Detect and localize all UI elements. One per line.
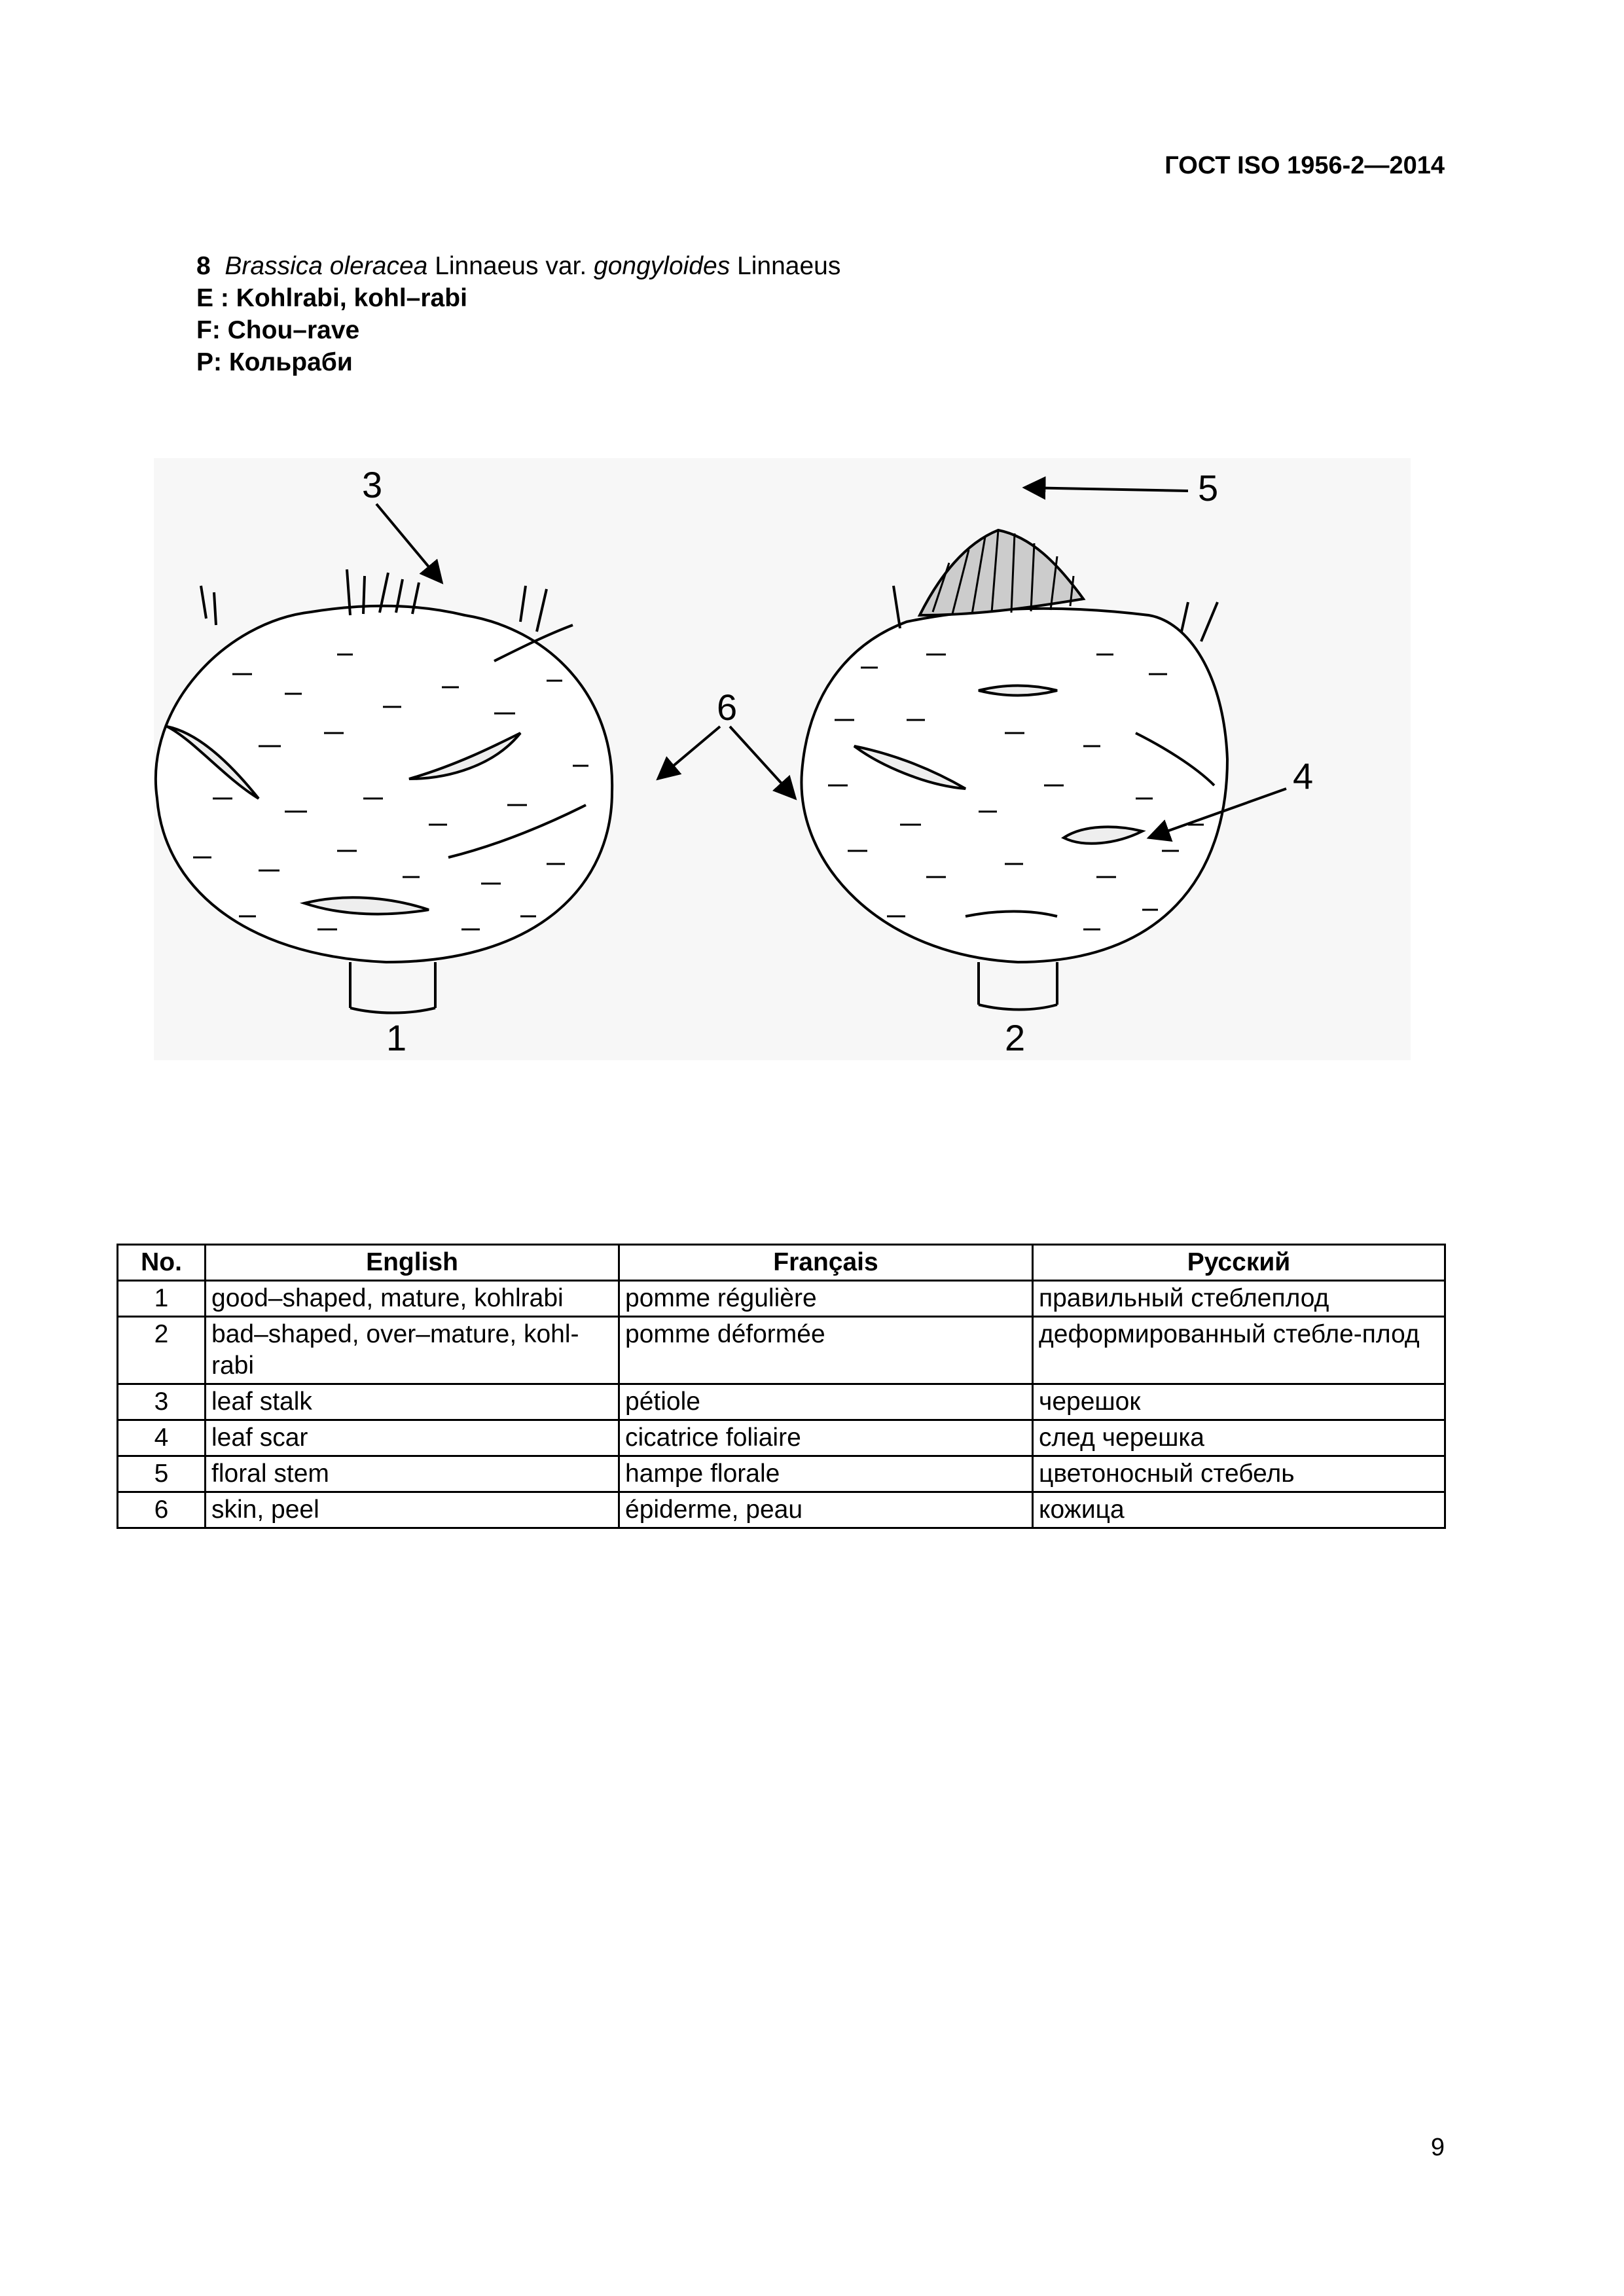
- label-5: 5: [1198, 467, 1219, 509]
- cell-english: leaf scar: [206, 1420, 619, 1456]
- species-latin-name: [196, 250, 840, 282]
- cell-french: cicatrice foliaire: [619, 1420, 1033, 1456]
- cell-french: pomme régulière: [619, 1281, 1033, 1317]
- species-variety: gongyloides: [594, 252, 731, 280]
- label-4: 4: [1293, 755, 1314, 797]
- kohlrabi-illustration: [154, 458, 1411, 1060]
- cell-english: good–shaped, mature, kohlrabi: [206, 1281, 619, 1317]
- table-row: [118, 1384, 1445, 1420]
- table-row: [118, 1420, 1445, 1456]
- table-row: [118, 1317, 1445, 1384]
- cell-french: épiderme, peau: [619, 1492, 1033, 1528]
- page-number: 9: [1430, 2134, 1445, 2161]
- table-row: [118, 1281, 1445, 1317]
- cell-russian: кожица: [1033, 1492, 1445, 1528]
- column-header-french: Français: [619, 1245, 1033, 1281]
- species-english-name: E : Kohlrabi, kohl–rabi: [196, 284, 467, 312]
- label-1: 1: [386, 1017, 407, 1058]
- cell-english: skin, peel: [206, 1492, 619, 1528]
- species-block: [196, 250, 840, 378]
- cell-french: pomme déformée: [619, 1317, 1033, 1384]
- terms-table: [117, 1244, 1446, 1529]
- species-genus: Brassica oleracea: [225, 252, 428, 280]
- column-header-english: English: [206, 1245, 619, 1281]
- table-row: [118, 1492, 1445, 1528]
- label-6: 6: [717, 687, 738, 728]
- cell-english: bad–shaped, over–mature, kohl-rabi: [206, 1317, 619, 1384]
- cell-number: 1: [118, 1281, 206, 1317]
- cell-english: floral stem: [206, 1456, 619, 1492]
- cell-russian: правильный стеблеплод: [1033, 1281, 1445, 1317]
- cell-number: 2: [118, 1317, 206, 1384]
- label-2: 2: [1005, 1017, 1026, 1058]
- cell-number: 3: [118, 1384, 206, 1420]
- species-french-name: F: Chou–rave: [196, 316, 360, 344]
- cell-russian: след черешка: [1033, 1420, 1445, 1456]
- column-header-number: No.: [118, 1245, 206, 1281]
- cell-russian: деформированный стебле-плод: [1033, 1317, 1445, 1384]
- species-author-2: Linnaeus: [730, 252, 841, 280]
- species-number: 8: [196, 252, 211, 280]
- cell-number: 4: [118, 1420, 206, 1456]
- cell-russian: черешок: [1033, 1384, 1445, 1420]
- cell-english: leaf stalk: [206, 1384, 619, 1420]
- document-header: ГОСТ ISO 1956-2—2014: [1164, 152, 1445, 179]
- cell-number: 5: [118, 1456, 206, 1492]
- cell-french: hampe florale: [619, 1456, 1033, 1492]
- label-3: 3: [362, 464, 383, 505]
- species-author-1: Linnaeus var.: [427, 252, 594, 280]
- table-row: [118, 1456, 1445, 1492]
- cell-number: 6: [118, 1492, 206, 1528]
- table-header-row: [118, 1245, 1445, 1281]
- column-header-russian: Русский: [1033, 1245, 1445, 1281]
- cell-russian: цветоносный стебель: [1033, 1456, 1445, 1492]
- species-russian-name: P: Кольраби: [196, 348, 353, 376]
- cell-french: pétiole: [619, 1384, 1033, 1420]
